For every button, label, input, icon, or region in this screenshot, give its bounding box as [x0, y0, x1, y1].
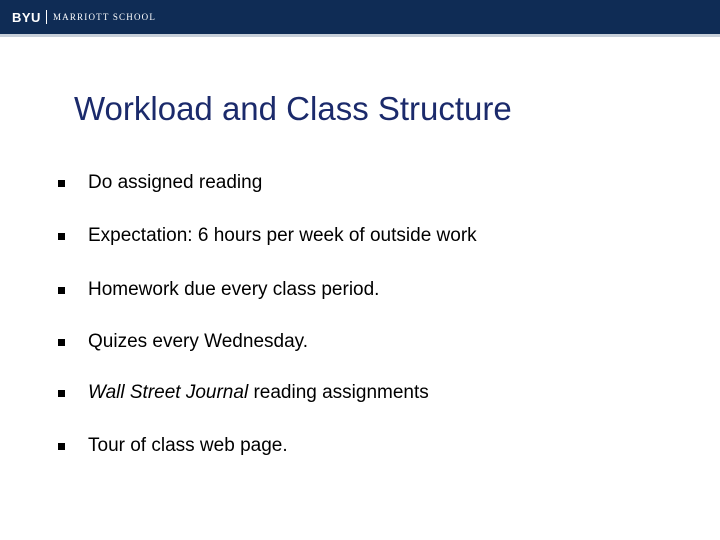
bullet-item	[0, 378, 720, 408]
bullet-item	[0, 275, 720, 305]
bullet-item	[0, 431, 720, 461]
logo-divider	[46, 10, 47, 24]
square-bullet-icon	[58, 233, 65, 240]
square-bullet-icon	[58, 287, 65, 294]
bullet-text: Quizes every Wednesday.	[88, 331, 309, 352]
header-bar	[0, 0, 720, 34]
bullet-text: Homework due every class period.	[88, 279, 380, 300]
bullet-item	[0, 221, 720, 251]
header-rule	[0, 34, 720, 37]
slide-title: Workload and Class Structure	[74, 90, 512, 127]
bullet-item	[0, 327, 720, 357]
square-bullet-icon	[58, 443, 65, 450]
bullet-text: Do assigned reading	[88, 172, 263, 193]
logo-school-text: MARRIOTT SCHOOL	[52, 12, 157, 22]
bullet-text	[88, 378, 429, 408]
square-bullet-icon	[58, 390, 65, 397]
logo-byu-text: BYU	[12, 9, 41, 25]
bullet-text: Expectation: 6 hours per week of outside work	[88, 225, 477, 246]
bullet-text-italic: Wall Street Journal	[88, 382, 249, 403]
square-bullet-icon	[58, 180, 65, 187]
square-bullet-icon	[58, 339, 65, 346]
bullet-item	[0, 168, 720, 198]
bullet-text: Tour of class web page.	[88, 435, 288, 456]
bullet-text-rest: reading assignments	[248, 382, 429, 403]
byu-marriott-logo	[12, 0, 156, 34]
